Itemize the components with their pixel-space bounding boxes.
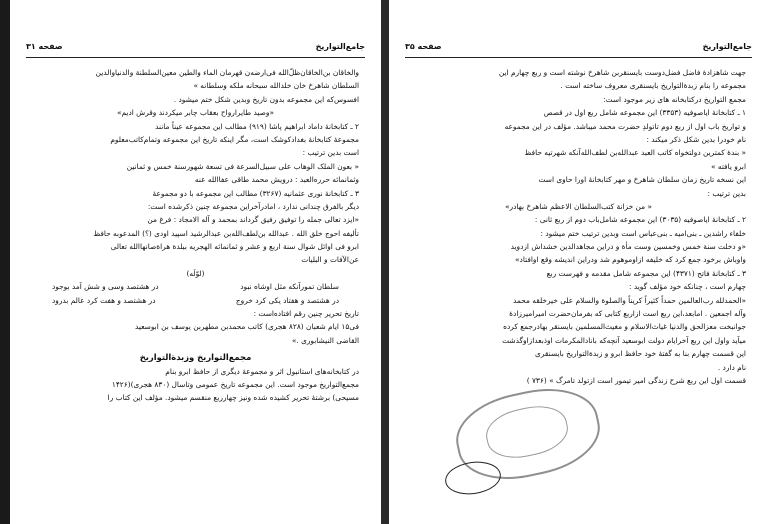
text-line: «الحمدلله رب‌العالمین حمداً کثیراً کریناً والصلوة والسلام علی خیرخلقه محمد	[513, 295, 746, 305]
text-line: این قسمت چهارم بنا به گفتهٔ خود حافظ ابرو و زبدة‌التواریخ بایسنقری	[535, 349, 746, 359]
page-body	[32, 66, 359, 405]
section-heading: مجمع‌التواریخ وزبدة‌التواریخ	[139, 352, 252, 363]
text-line: ابرو یافته »	[710, 161, 746, 171]
verse-hemistich: در هشتصد وسی و شش آمد بوجود	[52, 282, 159, 292]
text-line: عن‌الآفات و البلیات	[301, 255, 359, 265]
text-line: مجمع التواریخ درکتابخانه های زیر موجود است:	[603, 94, 746, 104]
text-line: بدین ترتیب :	[707, 188, 746, 198]
running-title: جامع‌التواریخ	[702, 42, 752, 51]
verse-hemistich: در هشتصد و هفتاد یکی کرد خروج	[235, 295, 339, 305]
text-line: نام خودرا بدین شکل ذکر میکند :	[646, 134, 746, 144]
quoted-line: « من خزانة کتب‌السلطان الاعظم شاهرخ بهادر»	[505, 201, 652, 211]
text-line: ۲ ـ کتابخانهٔ ایاصوفیه (۳۰۳۵) این مجموعه شامل‌باب دوم از ربع ثانی :	[534, 215, 746, 225]
text-line: جوانبخت معزالحق والدنیا غیاث‌الاسلام و مغیث‌المسلمین بایسنقر بهادرجمع کرده	[503, 322, 746, 332]
text-line: ۳ ـ کتابخانهٔ فاتح (۴۳۷۱) این مجموعه شامل مقدمه و فهرست ربع	[546, 268, 746, 278]
text-line: میآید واول این ربع آخرایام دولت ابوسعید آنچه‌که بانادالمکرمات اوذ‌بعدازاوگذشت	[502, 335, 746, 345]
page-number: صفحه ۳۱	[26, 42, 63, 51]
text-line: السلطان شاهرخ خان خلدالله سبحانه ملکه وسلطانه »	[193, 81, 359, 91]
text-line: القاضی النیشابوری .»	[291, 335, 359, 345]
running-title: جامع‌التواریخ	[315, 42, 365, 51]
text-line: وآله اجمعین . امابعد،این ربع است ازاربع کتابی که بفرمان‌حضرت امیرامیرزادهٔ	[509, 309, 746, 319]
text-line: «و دخلت سنة خمس وخمسین وست مأة و دراین مجاهدالدین خشداش ازدوید	[510, 242, 746, 252]
header-rule	[26, 57, 365, 58]
text-line: واوباش برخود جمع کرد که خلیفه ازاوموهوم شد ودراین اندیشه وقع اوافتاد»	[515, 255, 746, 265]
text-line: است بدین ترتیب :	[302, 148, 359, 158]
verse-hemistich: سلطان تمورآنکه مثل اوشاه نبود	[240, 282, 339, 292]
text-line: این نسخه تاریخ زمان سلطان شاهرخ و مهر کتابخانهٔ اورا حاوی است	[538, 175, 746, 185]
page-number: صفحه ۳۵	[405, 42, 442, 51]
text-line: ۳ ـ کتابخانهٔ نوری عثمانیه (۳۲۶۷) مطالب این مجموعه با دو مجموعهٔ	[152, 188, 359, 198]
text-line: « بندهٔ کمترین دولتخواه کاتب العبد عبدالله‌بن لطف‌الله‌آنکه شهرتیه حافظ	[524, 148, 746, 158]
verse-row	[32, 294, 359, 307]
text-line: ۱ ـ کتابخانهٔ ایاصوفیه (۳۳۵۳) این مجموعه شامل ربع اول در قصص	[543, 108, 746, 118]
text-line: چهارم است ، چنانکه خود مؤلف گوید :	[629, 282, 746, 292]
verse-hemistich: در هشتصد و هفت کرد عالم بدرود	[52, 295, 156, 305]
text-line: مسیحی) برشتهٔ تحریر کشیده شده ونیز چهارربع منقسم میشود. مؤلف این کتاب را	[107, 393, 359, 403]
text-line: مجمع‌التواریخ موجود است. این مجموعه تاریخ عمومی وتاسال (۸۳۰ هجری)(۱۴۲۶	[111, 380, 359, 389]
text-line: « بعون الملک الوهاب علی سبیل‌السرعة فی تسعة شهورسنة خمس و ثمانین	[126, 161, 359, 171]
text-line: والخاقان بن‌الخاقان‌ظلّ‌الله فی‌ارضه‌ن قهرمان الماء والطین معین‌السلطنة والدنیاوالدین	[95, 68, 359, 77]
book-gutter	[381, 0, 389, 524]
text-line: نام دارد .	[717, 362, 746, 372]
text-line: دیگر بالفرق چندانی ندارد ، امادرآخراین مجموعه چنین ذکرشده است:	[147, 201, 359, 211]
verse-marker: (لوّلَه)	[186, 268, 205, 278]
text-line: تاریخ تحریر چنین رقم افتاده‌است :	[253, 309, 359, 319]
page-header	[405, 40, 752, 54]
left-page	[10, 0, 381, 524]
text-line: تألیفه احوج خلق الله . عبدالله بن‌لطف‌الله‌بن عبدالرشید اسپید اودی (؟) المدعوبه حافظ	[93, 228, 359, 238]
text-line: وثمانمائه حرره‌العبد : درویش محمد طاقی عفاالله عنه	[194, 175, 359, 185]
text-line: فی‌۱۵ ایام شعبان (۸۲۸ هجری) کاتب محمدبن مطهربن یوسف بن ابوسعید	[134, 322, 359, 332]
header-rule	[405, 57, 752, 58]
scan-left-edge	[0, 0, 10, 524]
text-line: قسمت اول این ربع شرح زندگی امیر تیمور است ازتولد تامرگ » (۷۳۶ )	[526, 375, 746, 385]
text-line: ابرو فی اوائل شوال سنة اربع و عشر و ثمانمائه الهجریه ببلدة هراة‌صانهاالله تعالی	[110, 242, 359, 252]
quoted-line: «وصید طایرارواح بعقاب چابر میکردند وقرش ادیم»	[116, 108, 274, 118]
text-line: و تواریخ باب اول از ربع دوم تاتولدِ حضرت محمد میباشد. مؤلف در این مجموعه	[504, 121, 746, 131]
text-line: افسوس‌که این مجموعه بدون تاریخ وبدین شکل ختم میشود .	[173, 94, 359, 104]
page-body	[411, 66, 746, 387]
text-line: در کتابخانه‌های استانبول اثر و مجموعهٔ دیگری از حافظ ابرو بنام	[165, 366, 359, 376]
text-line: ۲ ـ کتابخانهٔ داماد ابراهیم پاشا (۹۱۹) مطالب این مجموعه عیناً مانند	[155, 121, 359, 131]
text-line: جهت شاهزادهٔ فاضل فضل‌دوست بایسنقربن شاهرخ نوشته است و ربع چهارم این	[498, 68, 746, 77]
page-header	[26, 40, 365, 54]
text-line: مجموعهٔ کتابخانهٔ بغدادکوشک است، مگر اینکه تاریخ این مجموعه وتمام‌کاتب‌معلوم	[110, 134, 359, 144]
text-line: «ایزد تعالی جمله را توفیق رفیق گرداند بمحمد و آله الامجاد : فرغ من	[147, 215, 359, 225]
text-line: مجموعه را بنام زبدة‌التواریخ بایسنقری معروف ساخته است .	[560, 81, 746, 91]
verse-row	[32, 280, 359, 293]
text-line: خلفاء راشدین ـ بنی‌امیه ـ بنی‌عباس است وبدین ترتیب ختم میشود :	[540, 228, 746, 238]
